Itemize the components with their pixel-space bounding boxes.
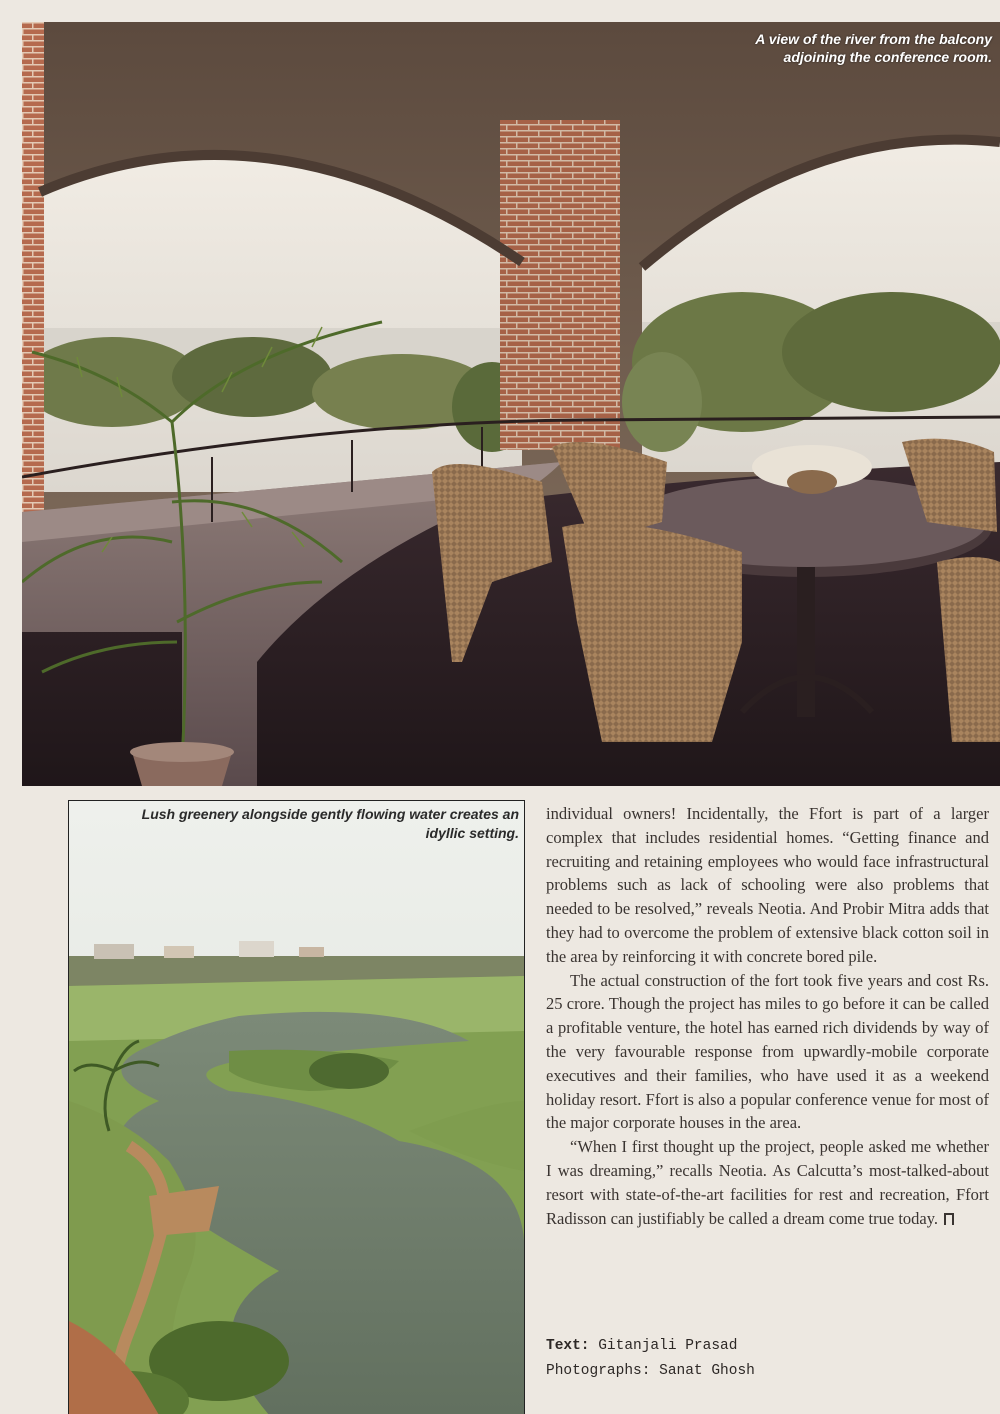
- balcony-photo: [22, 22, 1000, 786]
- article-paragraph-3-wrapper: [546, 1135, 989, 1230]
- garden-caption-line-2: idyllic setting.: [425, 825, 519, 841]
- text-credit-label: Text:: [546, 1338, 590, 1354]
- balcony-caption-line-1: A view of the river from the balcony: [755, 31, 992, 47]
- end-of-article-icon: [944, 1213, 954, 1225]
- photo-credit-author: Sanat Ghosh: [659, 1363, 755, 1379]
- balcony-photo-caption: [672, 30, 992, 66]
- photo-credit-label: Photographs:: [546, 1363, 651, 1379]
- article-paragraph-2: The actual construction of the fort took five years and cost Rs. 25 crore. Though the project has miles to go before it can be called a profitable venture, the hotel has earned rich dividends by way of the very favourable response from upwardly-mobile corporate executives and their families, who have used it as a weekend holiday resort. Ffort is also a popular conference venue for most of the major corporate houses in the area.: [546, 970, 989, 1133]
- garden-caption-line-1: Lush greenery alongside gently flowing water creates an: [141, 806, 519, 822]
- text-credit: [546, 1334, 986, 1359]
- photo-credit: [546, 1359, 986, 1384]
- garden-photo-caption: [89, 805, 519, 843]
- article-body: [546, 802, 989, 1230]
- garden-photo: [68, 800, 525, 1414]
- text-credit-author: Gitanjali Prasad: [598, 1338, 738, 1354]
- balcony-caption-line-2: adjoining the conference room.: [783, 49, 992, 65]
- balcony-photo-illustration: [22, 22, 1000, 786]
- article-paragraph-3: “When I first thought up the project, people asked me whether I was dreaming,” recalls Neotia. As Calcutta’s most-talked-about resort with state-of-the-art facilities for rest and recreation, Ffort Radisson can justifiably be called a dream come true today.: [546, 1137, 989, 1228]
- garden-photo-illustration: [69, 801, 524, 1414]
- article-credits: [546, 1334, 986, 1384]
- article-paragraph-1: individual owners! Incidentally, the Ffort is part of a larger complex that includes residential homes. “Getting finance and recruiting and retaining employees who would face infrastructural problems such as lack of schooling were also problems that needed to be resolved,” reveals Neotia. And Probir Mitra adds that they had to overcome the problem of extensive black cotton soil in the area by reinforcing it with concrete bored pile.: [546, 804, 989, 966]
